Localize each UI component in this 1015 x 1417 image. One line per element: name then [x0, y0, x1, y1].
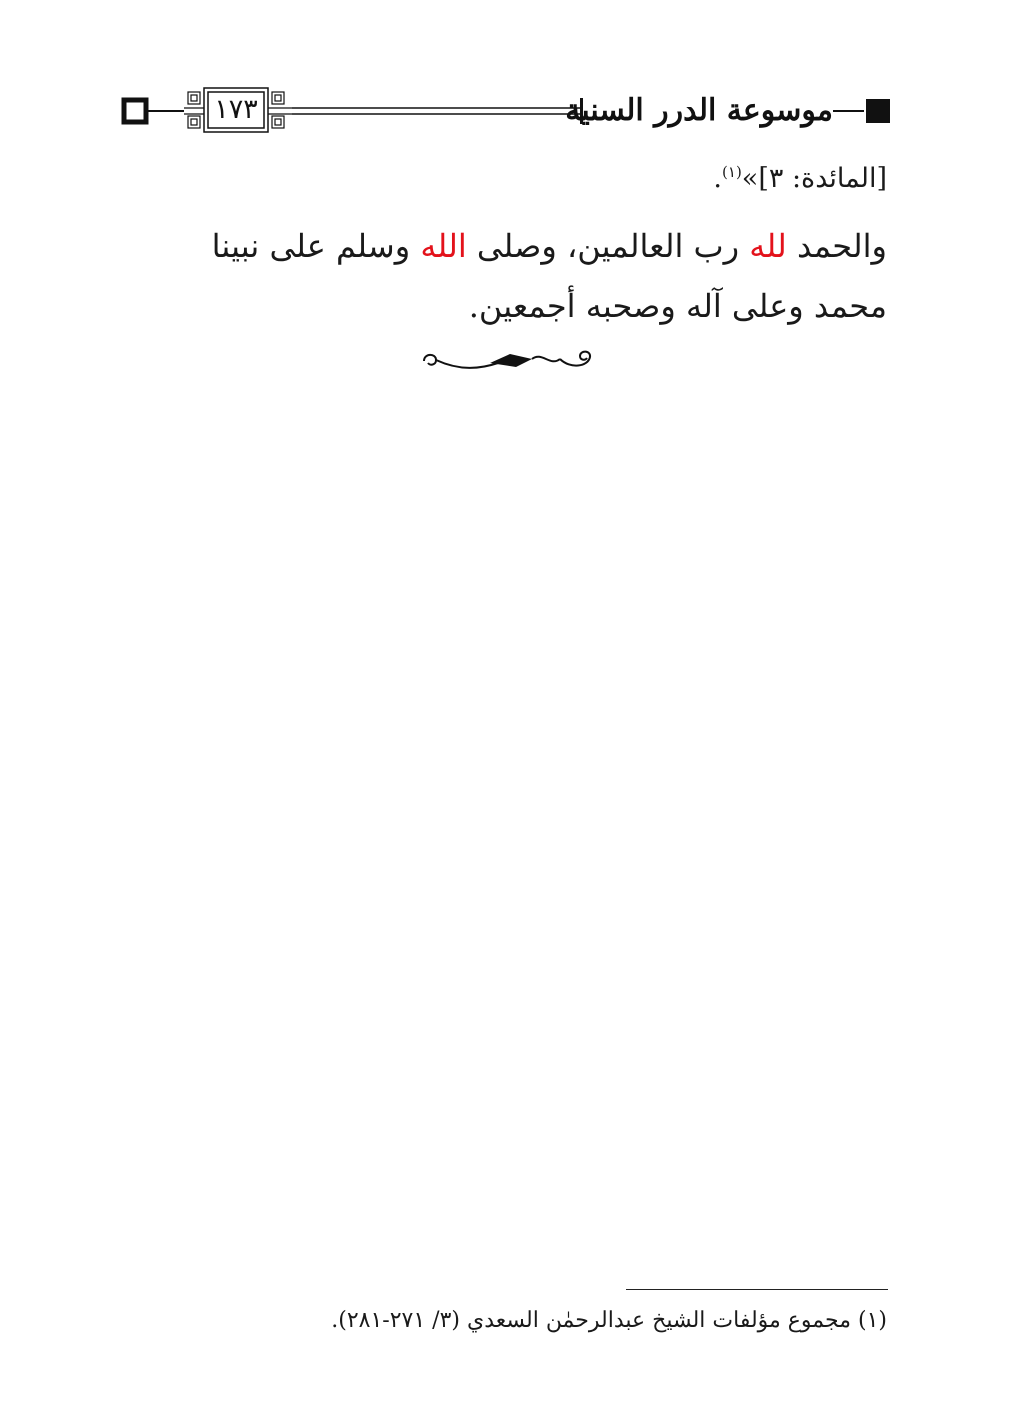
allah-word-2: الله: [420, 227, 467, 265]
verse-end-dot: .: [713, 163, 723, 194]
page-number: ١٧٣: [214, 94, 258, 125]
closing-line-1: [120, 216, 887, 276]
closing-line-2: محمد وعلى آله وصحبه أجمعين.: [468, 287, 887, 325]
allah-word-1: لله: [749, 227, 787, 265]
footnote-rule: [626, 1289, 888, 1290]
series-title: موسوعة الدرر السنية: [583, 86, 833, 136]
page-header: [120, 78, 895, 146]
floral-divider-icon: [420, 345, 595, 375]
closing-text-3: وسلم على نبينا: [211, 227, 421, 265]
footnote: (١) مجموع مؤلفات الشيخ عبدالرحمٰن السعدي (٣/ ٢٧١-٢٨١).: [331, 1308, 887, 1333]
closing-paragraph: [120, 216, 887, 336]
footnote-marker: (١): [722, 163, 742, 181]
verse-reference-line: [713, 152, 887, 199]
closing-text-1: والحمد: [786, 227, 887, 265]
verse-reference: [المائدة: ٣]»: [741, 163, 887, 194]
closing-text-2: رب العالمين، وصلى: [466, 227, 750, 265]
